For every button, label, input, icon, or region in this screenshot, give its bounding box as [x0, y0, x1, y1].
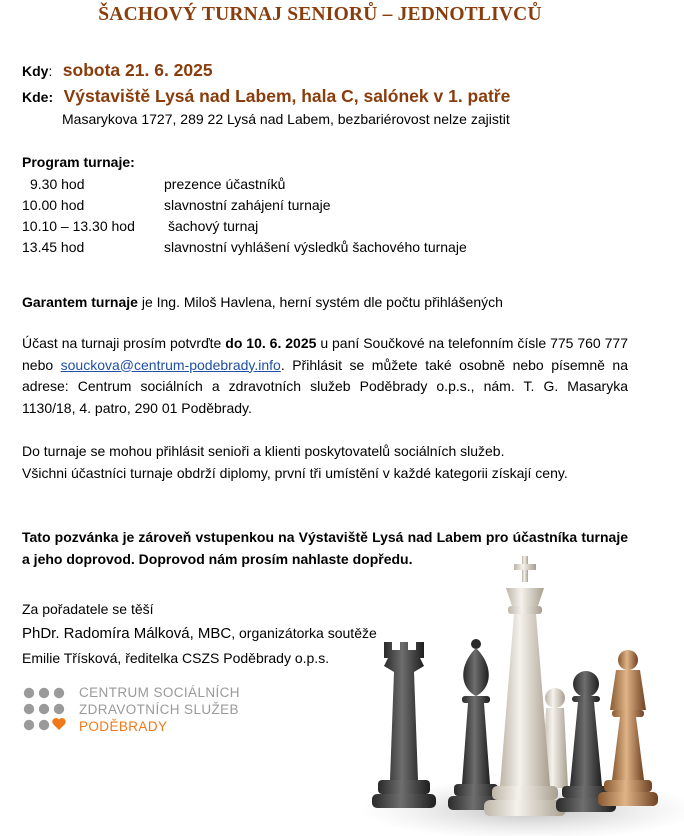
logo-line-1: CENTRUM SOCIÁLNÍCH — [79, 685, 240, 700]
dark-rook-icon — [372, 642, 436, 808]
ticket-note: Tato pozvánka je zároveň vstupenkou na Výstaviště Lysá nad Labem pro účastníka turnaje a jeho doprovod. Doprovod nám prosím nahlaste dopředu. — [22, 529, 628, 567]
guarantor-text: je Ing. Miloš Havlena, herní systém dle počtu přihlášených — [137, 294, 503, 310]
where-address: Masarykova 1727, 289 22 Lysá nad Labem, bezbariérovost nelze zajistit — [62, 111, 510, 127]
registration-paragraph: Účast na turnaji prosím potvrďte do 10. 6. 2025 u paní Součkové na telefonním čísle 775 760 777 nebo souckova@centrum-podebrady.info. Přihlásit se můžete také osobně nebo písemně na adrese: Centrum sociálních a zdravotních služeb Poděbrady o.p.s., nám. T. G. Masaryka 1130/18, 4. patro, 290 01 Poděbrady. — [22, 335, 628, 416]
program-desc: prezence účastníků — [164, 176, 286, 192]
registration-deadline: do 10. 6. 2025 — [225, 335, 317, 351]
program-item — [22, 216, 467, 237]
program-desc: slavnostní zahájení turnaje — [164, 197, 331, 213]
program-desc: slavnostní vyhlášení výsledků šachového turnaje — [164, 239, 467, 255]
program-time: 10.00 hod — [22, 197, 85, 213]
signoff-person-2: Emilie Třísková, ředitelka CSZS Poděbrady o.p.s. — [22, 650, 330, 666]
document-title: ŠACHOVÝ TURNAJ SENIORŮ – JEDNOTLIVCŮ — [98, 4, 542, 25]
signoff-intro: Za pořadatele se těší — [22, 601, 154, 617]
guarantor-paragraph — [22, 292, 628, 314]
logo-line-3: PODĚBRADY — [79, 719, 168, 734]
program-item — [22, 174, 467, 195]
eligibility-line-2: Všichni účastníci turnaje obdrží diplomy, první tři umístění v každé kategorii získají ceny. — [22, 464, 568, 481]
where-value: Výstaviště Lysá nad Labem, hala C, salónek v 1. patře — [63, 86, 511, 106]
person-1-name: PhDr. Radomíra Málková, MBC — [22, 625, 232, 642]
guarantor-label: Garantem turnaje — [22, 294, 138, 310]
when-value: sobota 21. 6. 2025 — [62, 60, 213, 80]
person-1-role: , organizátorka soutěže — [231, 625, 377, 641]
program-time: 9.30 hod — [30, 176, 85, 192]
program-item — [22, 237, 467, 258]
program-desc: šachový turnaj — [168, 218, 259, 234]
program-heading: Program turnaje: — [22, 154, 135, 170]
chess-pieces-illustration — [330, 548, 684, 836]
where-row — [22, 86, 510, 107]
program-time: 10.10 – 13.30 hod — [22, 218, 135, 234]
program-list — [22, 174, 467, 258]
program-item — [22, 195, 467, 216]
logo-text — [79, 684, 240, 735]
contact-email-link[interactable]: souckova@centrum-podebrady.info — [60, 356, 281, 373]
dark-bishop-icon — [448, 639, 504, 810]
eligibility-paragraph — [22, 441, 628, 484]
signoff-person-1 — [22, 625, 377, 643]
wooden-pawn-icon — [598, 650, 658, 806]
eligibility-line-1: Do turnaje se mohou přihlásit senioři a klienti poskytovatelů sociálních služeb. — [22, 443, 505, 459]
when-row: Kdy: sobota 21. 6. 2025 — [22, 60, 213, 80]
logo-line-2: ZDRAVOTNÍCH SLUŽEB — [79, 702, 239, 717]
when-label: Kdy — [22, 63, 49, 79]
program-time: 13.45 hod — [22, 239, 85, 255]
logo-dots-icon — [22, 687, 74, 731]
where-label: Kde: — [22, 89, 54, 105]
